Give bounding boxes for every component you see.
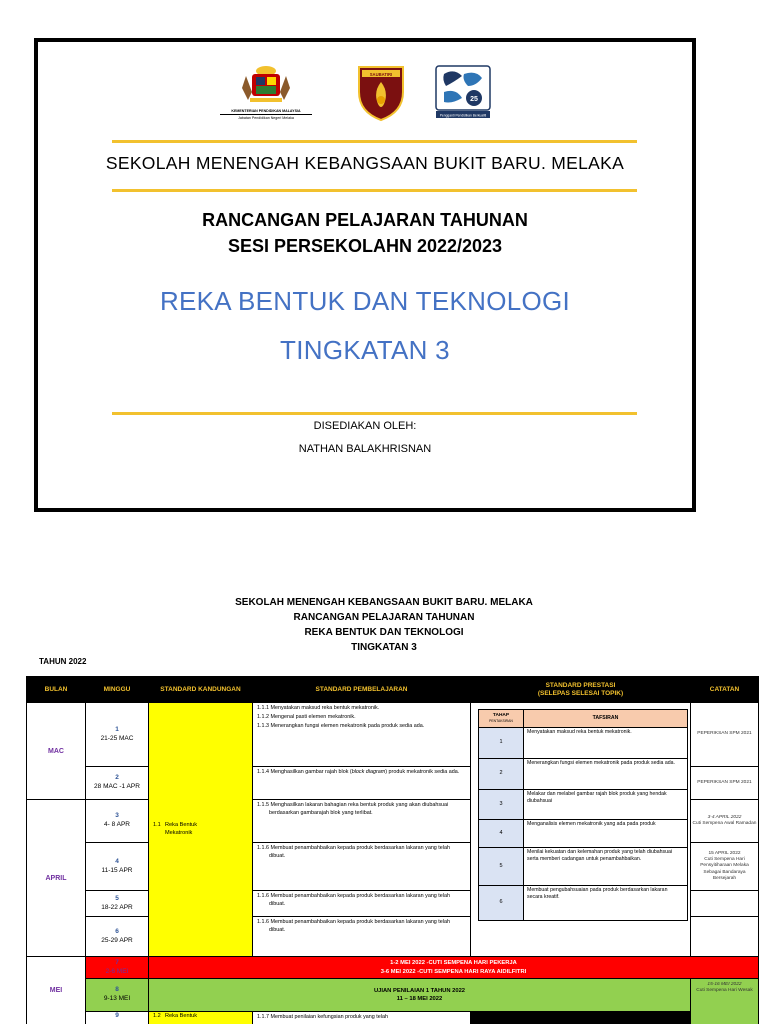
week-dates: 21-25 MAC [100,734,134,742]
tafsiran-level: 1 [479,728,523,758]
year-label: TAHUN 2022 [39,657,87,666]
week-3 [86,800,148,842]
sp-week1 [253,703,470,766]
cover-subject: REKA BENTUK DAN TEKNOLOGI [159,286,571,316]
week-number: 8 [115,986,119,994]
catatan-week1: PEPERIKSAN SPM 2021 [691,703,758,766]
tafsiran-header-tafsiran: TAFSIRAN [524,710,687,727]
week-8 [86,979,148,1011]
cover-school-name: SEKOLAH MENENGAH KEBANGSAAN BUKIT BARU. MELAKA [105,153,625,173]
week-6 [86,917,148,956]
cover-form: TINGKATAN 3 [280,335,450,365]
week-4 [86,843,148,890]
catatan-week3 [691,800,758,842]
prepared-label: DISEDIAKAN OLEH: [313,420,417,432]
week-dates: 18-22 APR [101,903,133,911]
week-dates: 2-6 MEI [105,967,129,975]
tafsiran-level: 6 [479,886,523,920]
header-sp-line1: STANDARD PRESTASI [545,681,616,689]
sp-1-1-7: 1.1.7 Membuat penilaian kefungsian produk yang telah [257,1014,388,1020]
prepared-by: NATHAN BALAKHRISNAN [298,443,432,455]
month-april: APRIL [27,800,85,956]
sp-1-1-6: 1.1.6 Membuat penambahbaikan kepada produk berdasarkan lakaran yang telah dibuat. [257,919,450,933]
week-dates: 25-29 APR [101,936,133,944]
tafsiran-desc: Menerangkan fungsi elemen mekatronik pada produk sedia ada. [524,759,687,789]
tafsiran-level: 5 [479,848,523,885]
week-dates: 4- 8 APR [103,821,130,828]
header-sp-line2: (SELEPAS SELESAI TOPIK) [537,689,624,697]
sbt-caption: Pengganti Pendidikan Berkualiti [439,113,487,118]
sk-code: 1.2 [153,1013,161,1019]
exam-line2: 11 – 18 MEI 2022 [396,996,443,1002]
badge-text: SAUBATIRI [369,72,393,77]
sp-1-1-4: 1.1.4 Menghasilkan gambar rajah blok (block diagram) produk mekatronik sedia ada. [257,769,460,775]
week-number: 2 [115,774,119,782]
month-mac: MAC [27,703,85,799]
holiday-banner [149,957,758,978]
coat-of-arms-icon [216,62,316,108]
sk-title: Reka Bentuk [165,1013,198,1019]
week-number: 6 [115,927,119,935]
school-crest-logo [356,64,406,122]
svg-text:25: 25 [470,96,478,103]
week-dates: 28 MAC -1 APR [94,783,140,790]
sp-1-1-5: 1.1.5 Menghasilkan lakaran bahagian reka bentuk produk yang akan diubahsuai berdasarkan gambarajah blok yang terlibat. [257,802,449,816]
tafsiran-desc: Menyatakan maksud reka bentuk mekatronik. [524,728,687,758]
tafsiran-desc: Menganalisis elemen mekatronik yang ada pada produk [524,820,687,847]
week-7 [86,957,148,978]
sp-week5 [253,891,470,916]
cover-session: SESI PERSEKOLAHN 2022/2023 [227,236,503,256]
sp-week4 [253,843,470,890]
tafsiran-desc: Menilai kekuatan dan kelemahan produk yang telah diubahsuai serta memberi cadangan untuk penambahbaikan. [524,848,687,885]
page2-school-name: SEKOLAH MENENGAH KEBANGSAAN BUKIT BARU. MELAKA [235,597,533,608]
sk-title: Reka Bentuk Mekatronik [165,822,198,836]
tafsiran-header-tahap: TAHAP PENTAKSIRAN [479,710,523,727]
week-number: 1 [115,725,119,733]
sbt-emblem-icon [434,64,492,120]
tafsiran-level: 4 [479,820,523,847]
week-number: 4 [115,857,119,865]
catatan-date: 3-4 APRIL 2022 [707,814,742,820]
sp-1-1-2: 1.1.2 Mengenal pasti elemen mekatronik. [257,713,356,720]
sp-1-1-1: 1.1.1 Menyatakan maksud reka bentuk mekatronik. [257,705,380,711]
exam-line1: UJIAN PENILAIAN 1 TAHUN 2022 [373,987,466,994]
week-1 [86,703,148,766]
sp-week6 [253,917,470,956]
sp-week9 [253,1012,470,1024]
catatan-week2: PEPERIKSAN SPM 2021 [691,767,758,799]
week-dates: 11-15 APR [101,866,133,874]
catatan-date: 15-16 MEI 2022 [707,982,742,987]
sp-1-1-6: 1.1.6 Membuat penambahbaikan kepada produk berdasarkan lakaran yang telah dibuat. [257,845,450,859]
catatan-week6 [691,917,758,956]
gold-divider-top [112,140,637,143]
month-mei: MEI [27,957,85,1024]
school-shield-icon [356,64,406,122]
kpm-logo [216,62,316,124]
tafsiran-desc: Membuat pengubahsuaian pada produk berdasarkan lakaran secara kreatif. [524,886,687,920]
week-2 [86,767,148,799]
page2-plan-title: RANCANGAN PELAJARAN TAHUNAN [293,612,475,623]
holiday-line1: 1-2 MEI 2022 -CUTI SEMPENA HARI PEKERJA [390,960,517,967]
header-catatan: CATATAN [691,677,758,702]
tafsiran-level: 2 [479,759,523,789]
week-5 [86,891,148,916]
kpm-line2: Jabatan Pendidikan Negeri Melaka [238,116,294,120]
tafsiran-table [478,709,688,921]
standard-kandungan-1-2 [149,1012,252,1024]
exam-banner [149,979,690,1011]
week-number: 9 [115,1012,119,1019]
standard-kandungan-1-1 [149,703,252,956]
week-dates: 9-13 MEI [103,995,131,1002]
header-minggu: MINGGU [86,677,148,702]
catatan-text: Cuti Sempena Awal Ramadan [692,821,757,826]
sbt-logo [434,64,492,120]
page2-form: TINGKATAN 3 [351,642,417,653]
cover-page [34,38,696,512]
catatan-week5 [691,891,758,916]
week-number: 3 [115,812,119,820]
tafsiran-level: 3 [479,790,523,819]
catatan-text: Cuti Sempena Hari Wesak [696,988,753,994]
page2-subject: REKA BENTUK DAN TEKNOLOGI [304,627,464,638]
sk-code: 1.1 [153,822,161,829]
kpm-divider [220,114,312,115]
cover-plan-title: RANCANGAN PELAJARAN TAHUNAN [202,210,528,230]
header-standard-pembelajaran: STANDARD PEMBELAJARAN [253,677,470,702]
header-standard-kandungan: STANDARD KANDUNGAN [149,677,252,702]
sp-week2 [253,767,470,799]
kpm-line1: KEMENTERIAN PENDIDIKAN MALAYSIA [231,109,301,113]
week-9 [86,1012,148,1024]
tafsiran-desc: Melakar dan melabel gambar rajah blok produk yang hendak diubahsuai [524,790,687,819]
week-number: 7 [115,958,119,966]
catatan-date: 15 APRIL 2022 [708,850,741,856]
catatan-text: Cuti Sempena Hari Pensyitiharaan Melaka Sebagai Bandaraya Bersejarah [700,857,749,881]
gold-divider-bottom [112,412,637,415]
week-number: 5 [115,894,119,902]
gold-divider-middle [112,189,637,192]
catatan-week8 [691,979,758,1024]
sp-week3 [253,800,470,842]
header-standard-prestasi [471,677,690,702]
header-bulan: BULAN [27,677,85,702]
catatan-week4 [691,843,758,890]
holiday-line2: 3-6 MEI 2022 -CUTI SEMPENA HARI RAYA AIDILFITRI [380,968,527,975]
sp-1-1-6: 1.1.6 Membuat penambahbaikan kepada produk berdasarkan lakaran yang telah dibuat. [257,893,450,907]
sp-1-1-3: 1.1.3 Menerangkan fungsi elemen mekatronik pada produk sedia ada. [257,722,425,729]
